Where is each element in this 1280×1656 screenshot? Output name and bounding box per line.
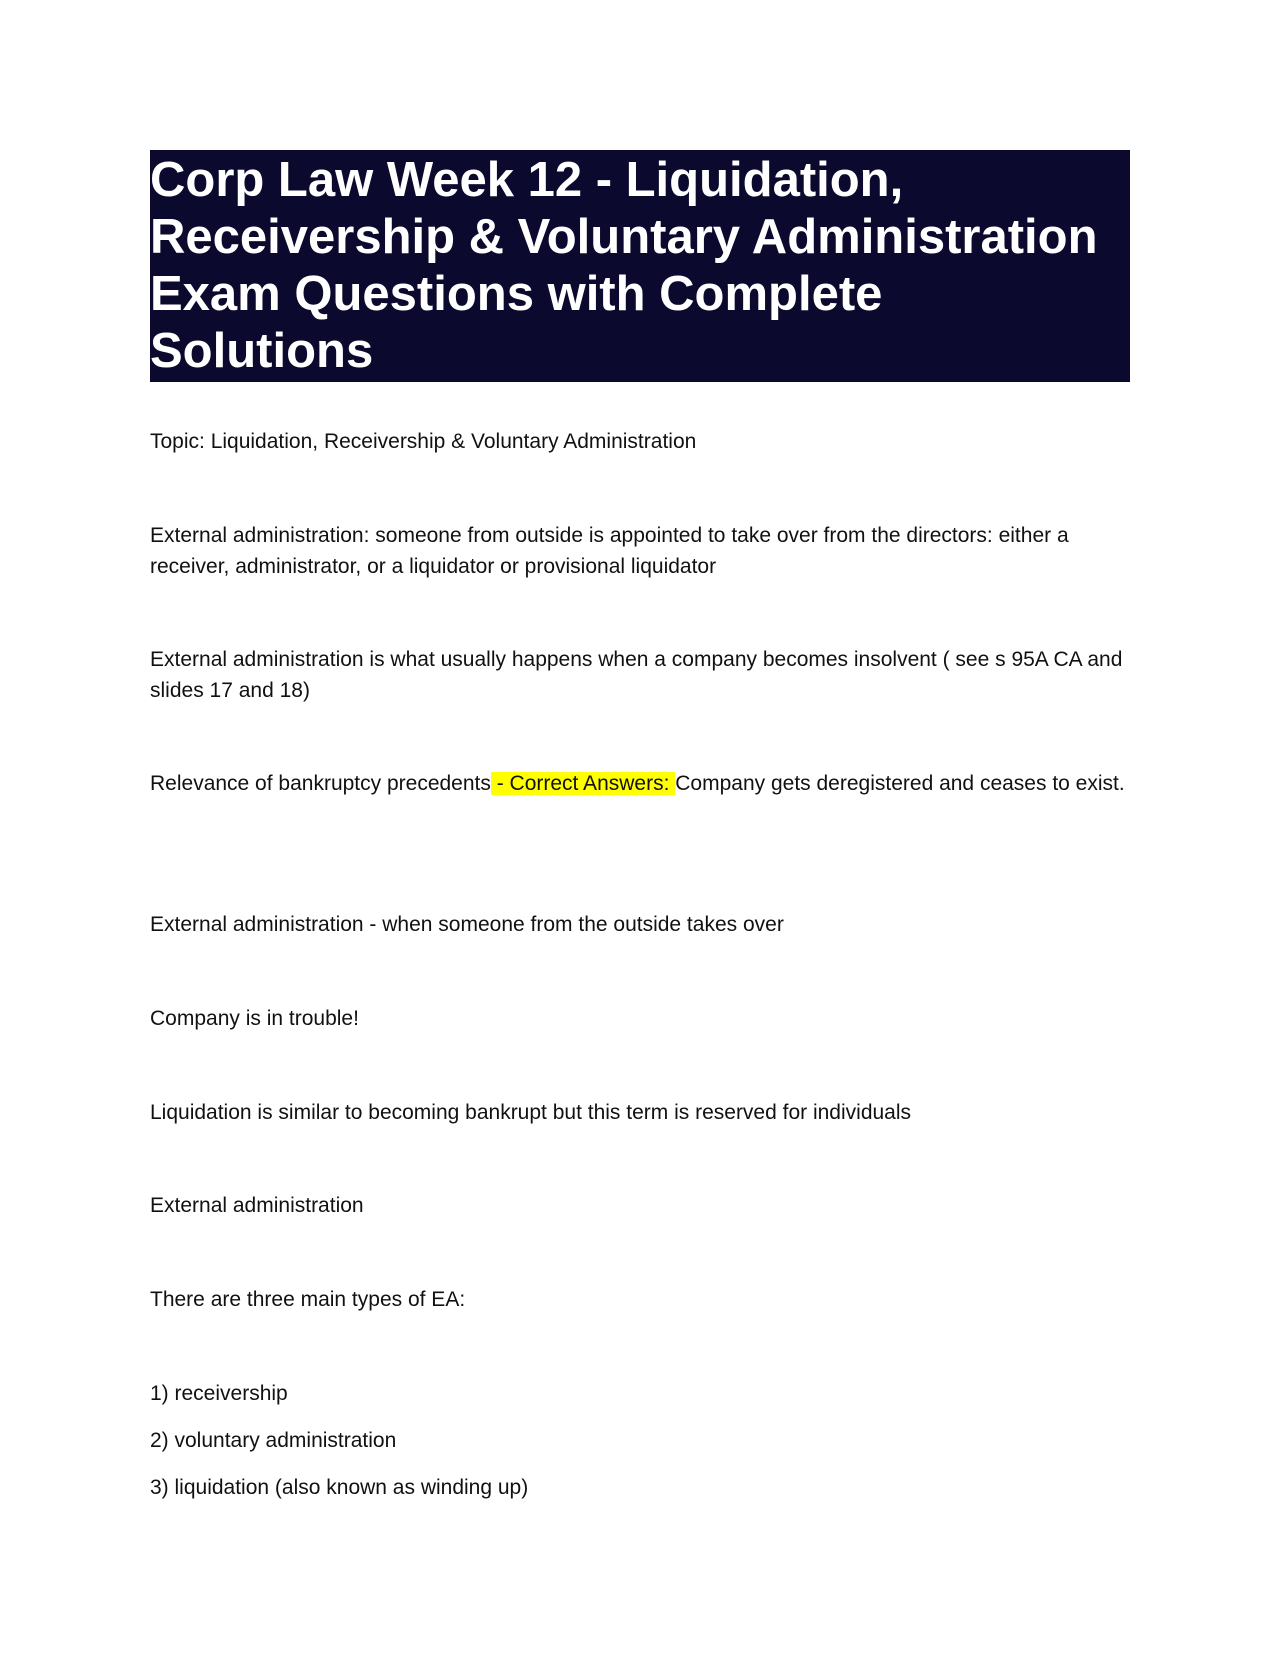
question-text: Relevance of bankruptcy precedents (150, 772, 491, 795)
line-three-types: There are three main types of EA: (150, 1288, 466, 1311)
line-external-administration: External administration (150, 1194, 364, 1217)
document-title-line: Exam Questions with Complete (150, 267, 883, 321)
correct-answers-marker: - Correct Answers: (490, 772, 676, 795)
paragraph-line: receiver, administrator, or a liquidator or provisional liquidator (150, 555, 717, 578)
paragraph-insolvency (150, 644, 1130, 706)
answer-text: Company gets deregistered and ceases to exist. (675, 772, 1125, 795)
document-title-line: Solutions (150, 324, 374, 378)
list-item: 2) voluntary administration (150, 1429, 397, 1452)
paragraph-line: External administration is what usually happens when a company becomes insolvent ( see s 95A CA and (150, 648, 1123, 671)
paragraph-line: External administration: someone from outside is appointed to take over from the directors: either a (150, 524, 1069, 547)
line-external-administration-when: External administration - when someone from the outside takes over (150, 913, 784, 936)
document-title-banner (150, 150, 1130, 382)
topic-line: Topic: Liquidation, Receivership & Voluntary Administration (150, 430, 697, 453)
document-title-line: Receivership & Voluntary Administration (150, 210, 1098, 264)
list-item: 3) liquidation (also known as winding up) (150, 1476, 529, 1499)
list-item: 1) receivership (150, 1382, 288, 1405)
line-liquidation-similar: Liquidation is similar to becoming bankrupt but this term is reserved for individuals (150, 1101, 912, 1124)
line-company-trouble: Company is in trouble! (150, 1007, 359, 1030)
paragraph-line: slides 17 and 18) (150, 679, 310, 702)
paragraph-external-administration-definition (150, 520, 1130, 582)
document-title-line: Corp Law Week 12 - Liquidation, (150, 153, 904, 207)
question-answer-line (150, 768, 1130, 799)
